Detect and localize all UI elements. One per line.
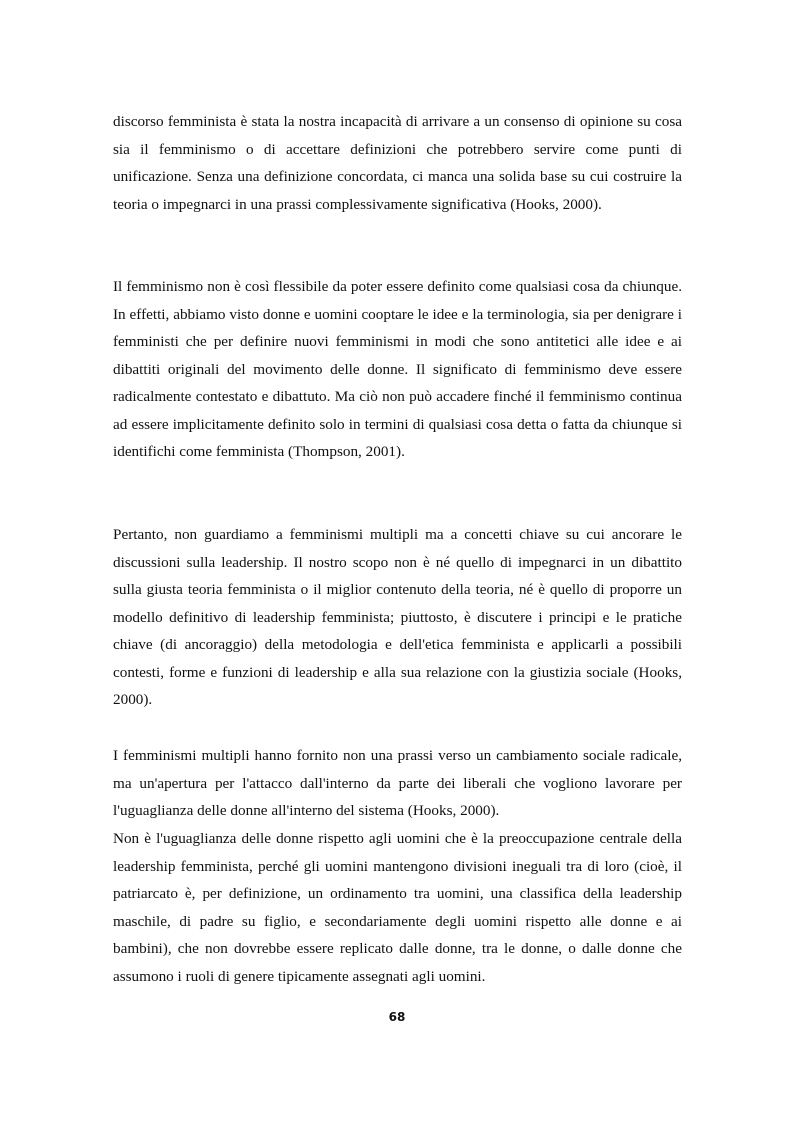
body-paragraph-5: Non è l'uguaglianza delle donne rispetto agli uomini che è la preoccupazione centrale della leadership femminista, perché gli uomini mantengono divisioni ineguali tra di loro (cioè, il patriarcato è, per definizione, un ordinamento tra uomini, una classifica della leadership maschile, di padre su figlio, e secondariamente degli uomini rispetto alle donne e ai bambini), che non dovrebbe essere replicato dalle donne, tra le donne, o dalle donne che assumono i ruoli di genere tipicamente assegnati agli uomini. <box>113 830 682 985</box>
body-paragraph-2: Il femminismo non è così flessibile da poter essere definito come qualsiasi cosa da chiunque. In effetti, abbiamo visto donne e uomini cooptare le idee e la terminologia, sia per denigrare i femministi che per definire nuovi femminismi in modi che sono antitetici alle idee e ai dibattiti originali del movimento delle donne. Il significato di femminismo deve essere radicalmente contestato e dibattuto. Ma ciò non può accadere finché il femminismo continua ad essere implicitamente definito solo in termini di qualsiasi cosa detta o fatta da chiunque si identifichi come femminista (Thompson, 2001). <box>113 278 682 460</box>
body-paragraph-4: I femminismi multipli hanno fornito non una prassi verso un cambiamento sociale radicale, ma un'apertura per l'attacco dall'interno da parte dei liberali che vogliono lavorare per l'uguaglianza delle donne all'interno del sistema (Hooks, 2000). <box>113 747 682 819</box>
body-paragraph-3: Pertanto, non guardiamo a femminismi multipli ma a concetti chiave su cui ancorare le discussioni sulla leadership. Il nostro scopo non è né quello di impegnarci in un dibattito sulla giusta teoria femminista o il miglior contenuto della teoria, né è quello di proporre un modello definitivo di leadership femminista; piuttosto, è discutere i principi e le pratiche chiave (di ancoraggio) della metodologia e dell'etica femminista e applicarli a possibili contesti, forme e funzioni di leadership e alla sua relazione con la giustizia sociale (Hooks, 2000). <box>113 526 682 708</box>
body-paragraph-1: discorso femminista è stata la nostra incapacità di arrivare a un consenso di opinione su cosa sia il femminismo o di accettare definizioni che potrebbero servire come punti di unificazione. Senza una definizione concordata, ci manca una solida base su cui costruire la teoria o impegnarci in una prassi complessivamente significativa (Hooks, 2000). <box>113 113 682 213</box>
page-number: 68 <box>388 1010 406 1024</box>
